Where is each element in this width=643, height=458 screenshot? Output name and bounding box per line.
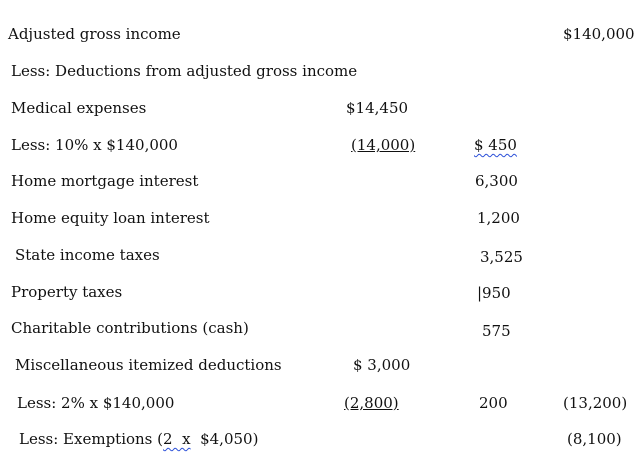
amount-agi: $140,000 (563, 25, 635, 43)
row-label-state-income-taxes: State income taxes (15, 246, 160, 264)
exemptions-label-suffix: $4,050) (190, 430, 259, 448)
row-label-home-mortgage-interest: Home mortgage interest (11, 172, 199, 190)
amount-misc-floor: (2,800) (344, 394, 399, 412)
row-label-home-equity-loan-interest: Home equity loan interest (11, 209, 210, 227)
row-label-adjusted-gross-income: Adjusted gross income (8, 25, 181, 43)
amount-state-income-taxes: 3,525 (480, 248, 523, 266)
amount-medical-floor: (14,000) (351, 136, 416, 154)
amount-total-itemized-deductions: (13,200) (563, 394, 628, 412)
row-label-medical-expenses: Medical expenses (11, 99, 147, 117)
amount-property-taxes: |950 (477, 284, 511, 302)
amount-miscellaneous-deductions: $ 3,000 (353, 356, 411, 374)
amount-medical-expenses: $14,450 (346, 99, 409, 117)
amount-misc-deductible: 200 (479, 394, 508, 412)
row-label-miscellaneous-deductions: Miscellaneous itemized deductions (15, 356, 282, 374)
amount-home-equity-loan-interest: 1,200 (477, 209, 520, 227)
row-label-charitable-contributions: Charitable contributions (cash) (11, 319, 249, 337)
amount-exemptions: (8,100) (567, 430, 622, 448)
row-label-property-taxes: Property taxes (11, 283, 123, 301)
amount-home-mortgage-interest: 6,300 (475, 172, 518, 190)
exemptions-label-prefix: Less: Exemptions ( (19, 430, 164, 448)
row-label-exemptions (19, 430, 258, 448)
amount-medical-deductible: $ 450 (474, 136, 517, 154)
row-label-misc-floor: Less: 2% x $140,000 (17, 394, 175, 412)
section-heading-deductions: Less: Deductions from adjusted gross income (11, 62, 358, 80)
amount-charitable-contributions: 575 (482, 322, 511, 340)
exemptions-count: 2 x (163, 430, 191, 448)
row-label-medical-floor: Less: 10% x $140,000 (11, 136, 178, 154)
